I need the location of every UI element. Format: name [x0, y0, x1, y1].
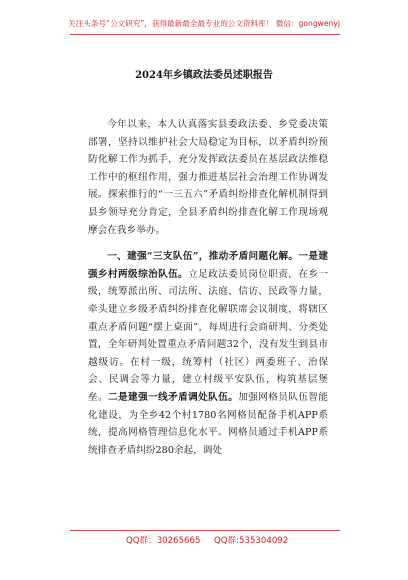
sub-2-heading: 二是建强一线矛盾调处队伍。	[108, 391, 239, 403]
footer-qq-group-1: QQ群：30265665	[126, 536, 201, 546]
sub-1-heading: 一是建强乡村两级综治队伍。	[88, 251, 328, 280]
header-banner: 关注头条号“公文研究”，获得最新最全最专业的公文资料库！ 微信：gongwenyj	[68, 19, 340, 28]
sub-1-text: 立足政法委员岗位职责，在乡一级，统筹派出所、司法所、法庭、信访、民政等力量，牵头建立乡级矛盾纠纷排查化解联席会议制度，将辖区重点矛盾问题“摆上桌面”，每周进行会商研判、分类处置，全年研判处置重点矛盾问题32个，没有发生到县市越级访。在村一级，统筹村（社区）两委班子、治保会、民调会等力量，建立村级平安队伍，构筑基层堡垒。	[88, 268, 328, 403]
document-title: 2024年乡镇政法委员述职报告	[135, 70, 273, 81]
section-1-paragraph	[88, 248, 328, 459]
intro-paragraph: 今年以来，本人认真落实县委政法委、乡党委决策部署，坚持以维护社会大局稳定为目标，以矛盾纠纷预防化解工作为抓手，充分发挥政法委员在基层政法维稳工作中的枢纽作用，强力推进基层社会治理工作协调发展。探索推行的“一三五六”矛盾纠纷排查化解机制得到县乡领导充分肯定，全县矛盾纠纷排查化解工作现场观摩会在我乡举办。	[88, 119, 328, 236]
footer-qq-group-2: QQ群:535304092	[214, 536, 289, 546]
header-divider	[70, 34, 340, 35]
sub-2-text: 加强网格员队伍智能化建设，为全乡42个村1780名网格员配备手机APP系统，提高网格管理信息化水平。网格员通过手机APP系统排查矛盾纠纷280余起，调处	[88, 391, 328, 456]
section-1-heading: 一、建强“三支队伍”，推动矛盾问题化解。	[107, 251, 299, 263]
footer-divider	[70, 530, 340, 531]
document-body	[88, 116, 328, 459]
